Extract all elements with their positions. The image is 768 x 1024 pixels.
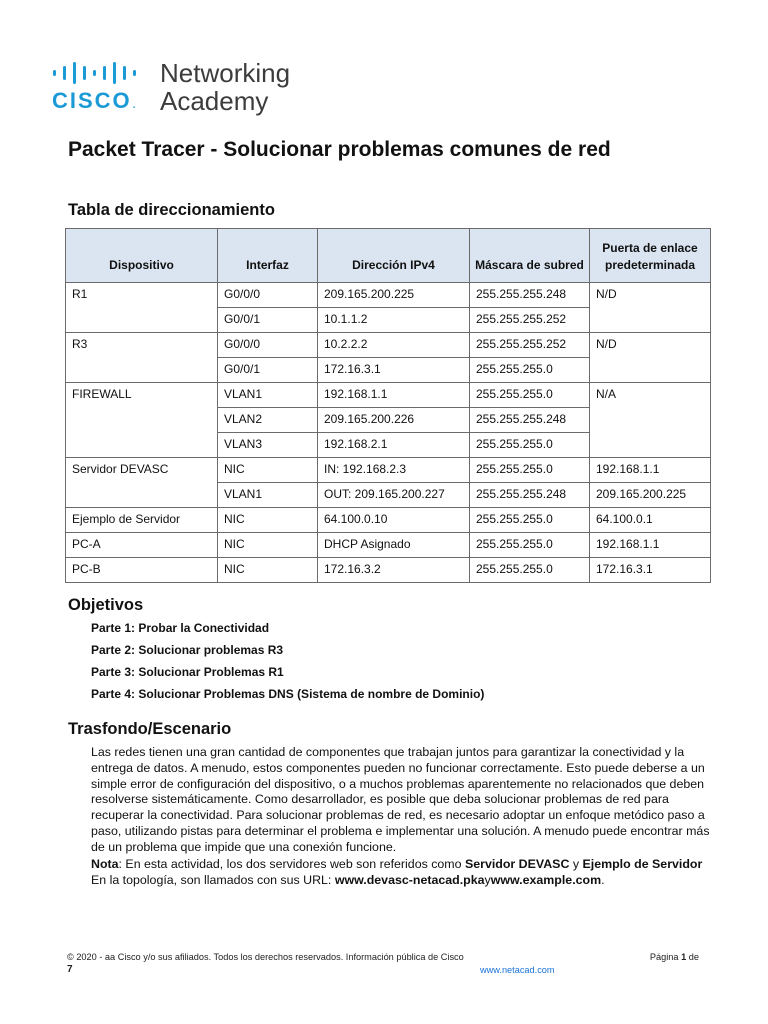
- table-row: G0/0/1 172.16.3.1 255.255.255.0: [66, 358, 711, 383]
- background-paragraph: Las redes tienen una gran cantidad de componentes que trabajan juntos para garantizar la conectividad y la entrega de datos. A menudo, estos componentes pueden no funcionar correctamente. Esto puede deberse a un simple error de configuración del dispositivo, o a muchos problemas aparentemente no relacionados que deben resolverse sistemáticamente. Como desarrollador, es posible que deba solucionar problemas de red para recuperar la conectividad. Para solucionar problemas de red, es necesario adoptar un enfoque metódico paso a paso, utilizando pistas para determinar el problema e implementar una solución. A menudo puede encontrar más de un problema que impide que una conexión funcione.: [91, 745, 710, 854]
- note-paragraph: Nota: En esta actividad, los dos servidores web son referidos como Servidor DEVASC y Ejemplo de Servidor En la topología, son llamados con sus URL: www.devasc-netacad.pkaywww.example.com.: [91, 857, 703, 887]
- copyright-text: © 2020 - aa Cisco y/o sus afiliados. Todos los derechos reservados. Información pública de Cisco: [67, 952, 464, 962]
- table-row: VLAN1 OUT: 209.165.200.227 255.255.255.248 209.165.200.225: [66, 483, 711, 508]
- header-default-gateway: Puerta de enlace predeterminada: [590, 229, 711, 283]
- list-item: Parte 3: Solucionar Problemas R1: [91, 665, 284, 679]
- table-row: VLAN2 209.165.200.226 255.255.255.248: [66, 408, 711, 433]
- logo-academy-text: Academy: [160, 86, 269, 116]
- cisco-networking-academy-logo: [52, 58, 312, 118]
- list-item: Parte 2: Solucionar problemas R3: [91, 643, 284, 657]
- netacad-link[interactable]: www.netacad.com: [480, 965, 555, 975]
- cisco-bars-icon: [52, 62, 152, 84]
- header-ipv4: Dirección IPv4: [318, 229, 470, 283]
- header-subnet-mask: Máscara de subred: [470, 229, 590, 283]
- page-total: 7: [67, 964, 73, 975]
- table-row: Ejemplo de Servidor NIC 64.100.0.10 255.255.255.0 64.100.0.1: [66, 508, 711, 533]
- table-row: FIREWALL VLAN1 192.168.1.1 255.255.255.0 N/A: [66, 383, 711, 408]
- objectives-list: [91, 620, 484, 708]
- list-item: Parte 1: Probar la Conectividad: [91, 621, 270, 635]
- table-row: R1 G0/0/0 209.165.200.225 255.255.255.248 N/D: [66, 283, 711, 308]
- table-row: PC-A NIC DHCP Asignado 255.255.255.0 192.168.1.1: [66, 533, 711, 558]
- table-row: PC-B NIC 172.16.3.2 255.255.255.0 172.16.3.1: [66, 558, 711, 583]
- page-number: Página 1 de: [649, 952, 699, 962]
- addressing-table-heading: Tabla de direccionamiento: [68, 201, 275, 219]
- addressing-table: [65, 228, 711, 583]
- logo-networking-text: Networking: [160, 58, 291, 88]
- table-row: VLAN3 192.168.2.1 255.255.255.0: [66, 433, 711, 458]
- table-row: Servidor DEVASC NIC IN: 192.168.2.3 255.255.255.0 192.168.1.1: [66, 458, 711, 483]
- cisco-wordmark: CISCO.: [52, 88, 136, 113]
- objectives-heading: Objetivos: [68, 596, 144, 614]
- document-title: Packet Tracer - Solucionar problemas comunes de red: [68, 138, 611, 161]
- header-device: Dispositivo: [66, 229, 218, 283]
- header-interface: Interfaz: [218, 229, 318, 283]
- table-row: R3 G0/0/0 10.2.2.2 255.255.255.252 N/D: [66, 333, 711, 358]
- list-item: Parte 4: Solucionar Problemas DNS (Sistema de nombre de Dominio): [91, 687, 485, 701]
- background-heading: Trasfondo/Escenario: [68, 720, 232, 738]
- table-row: G0/0/1 10.1.1.2 255.255.255.252: [66, 308, 711, 333]
